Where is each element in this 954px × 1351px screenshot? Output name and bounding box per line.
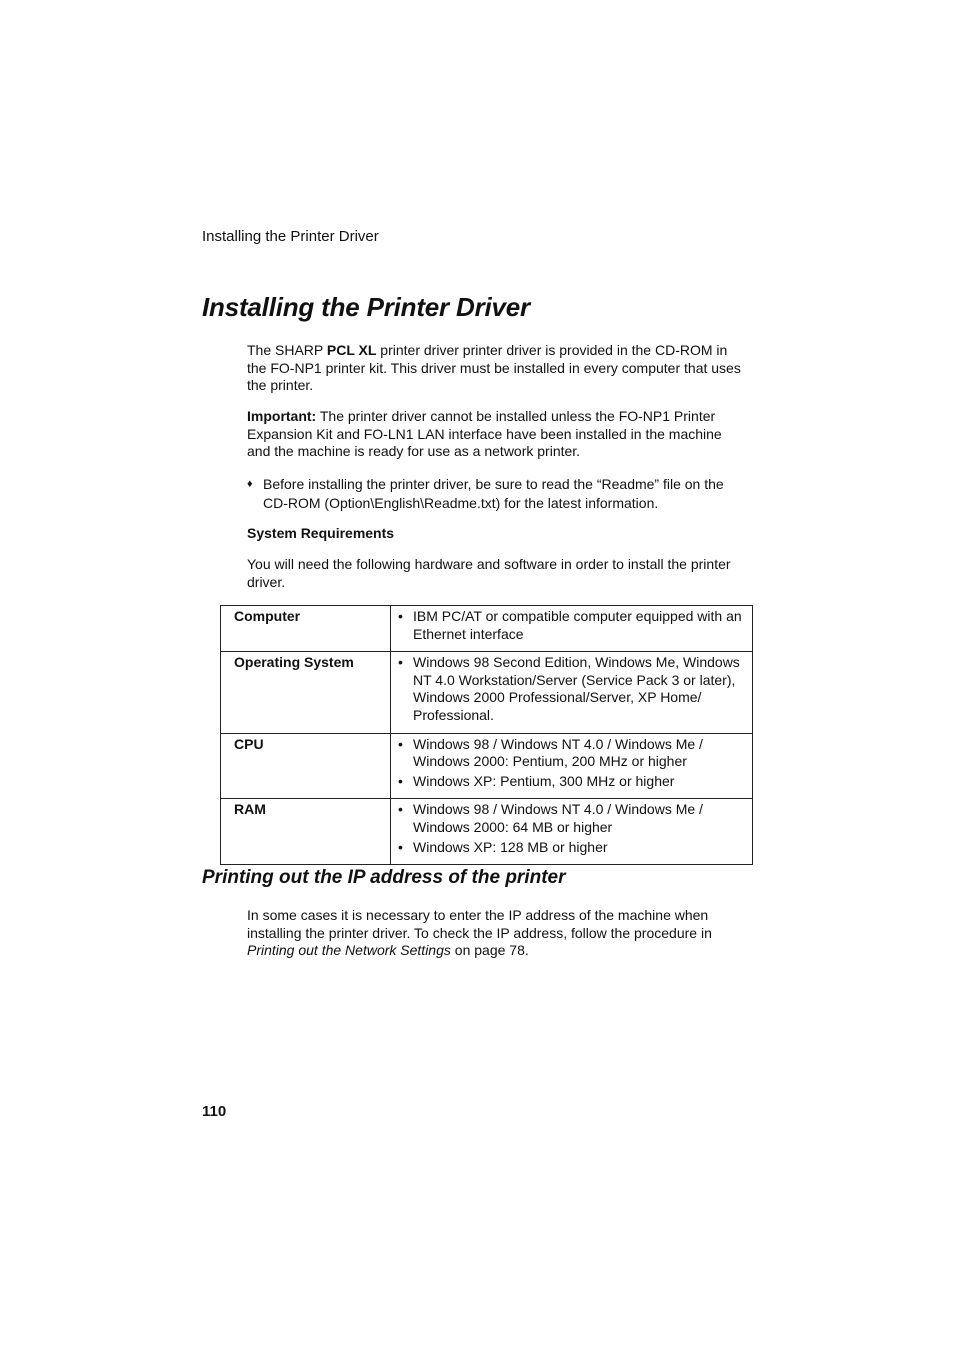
system-requirements-heading: System Requirements: [247, 525, 395, 541]
requirement-item-text: IBM PC/AT or compatible computer equipped with an Ethernet interface: [413, 608, 742, 642]
list-item: [398, 608, 750, 643]
requirement-item-text: Windows 98 Second Edition, Windows Me, Windows NT 4.0 Workstation/Server (Service Pack 3 or later), Windows 2000 Professional/Server, XP Home/ Professional.: [413, 654, 740, 723]
list-item: [398, 654, 750, 724]
requirement-item-text: Windows 98 / Windows NT 4.0 / Windows Me / Windows 2000: 64 MB or higher: [413, 801, 703, 835]
requirement-value: [391, 799, 753, 865]
requirement-item-text: Windows XP: Pentium, 300 MHz or higher: [413, 772, 675, 789]
requirement-item-text: Windows XP: 128 MB or higher: [413, 838, 608, 855]
bullet-icon: •: [398, 735, 403, 752]
requirement-label: Computer: [221, 606, 391, 652]
list-item: [398, 839, 750, 857]
ip-section-paragraph: [247, 907, 747, 960]
cross-reference: Printing out the Network Settings: [247, 942, 451, 959]
ip-section-heading: Printing out the IP address of the printer: [202, 867, 566, 888]
list-item: [398, 736, 750, 771]
bullet-icon: •: [398, 654, 403, 671]
bullet-icon: •: [398, 838, 403, 855]
diamond-bullet-icon: ♦: [247, 478, 253, 490]
requirement-label: Operating System: [221, 652, 391, 733]
table-row: [221, 733, 753, 799]
page-number: 110: [202, 1103, 227, 1120]
requirements-table: [220, 605, 753, 865]
requirement-label: CPU: [221, 733, 391, 799]
list-item: [398, 773, 750, 791]
ip-section-suffix: on page 78.: [450, 942, 529, 959]
ip-section-text: In some cases it is necessary to enter the IP address of the machine when installing the printer driver. To check the IP address, follow the procedure in: [247, 907, 712, 941]
bullet-icon: •: [398, 772, 403, 789]
intro-suffix: printer driver printer driver is provided in the CD-ROM in the FO-NP1 printer kit. This driver must be installed in every computer that uses the printer.: [247, 342, 741, 394]
bullet-icon: •: [398, 801, 403, 818]
running-header: Installing the Printer Driver: [202, 228, 379, 245]
requirement-item-text: Windows 98 / Windows NT 4.0 / Windows Me / Windows 2000: Pentium, 200 MHz or higher: [413, 735, 703, 770]
requirement-label: RAM: [221, 799, 391, 865]
requirement-value: [391, 733, 753, 799]
intro-prefix: The SHARP: [247, 342, 327, 358]
table-row: [221, 652, 753, 733]
table-row: [221, 799, 753, 865]
intro-paragraph: [247, 342, 747, 395]
driver-name: PCL XL: [326, 342, 377, 358]
important-text: The printer driver cannot be installed unless the FO-NP1 Printer Expansion Kit and FO-LN1 LAN interface have been installed in the machine and the machine is ready for use as a network printer.: [247, 408, 722, 460]
requirement-value: [391, 606, 753, 652]
important-label: Important:: [247, 408, 317, 424]
readme-note-text: Before installing the printer driver, be sure to read the “Readme” file on the CD-ROM (Option\English\Readme.txt) for the latest information.: [263, 476, 724, 511]
readme-note: [247, 475, 747, 513]
requirement-value: [391, 652, 753, 733]
list-item: [398, 801, 750, 836]
table-row: [221, 606, 753, 652]
system-requirements-intro: You will need the following hardware and software in order to install the printer driver.: [247, 556, 731, 590]
bullet-icon: •: [398, 608, 403, 624]
important-paragraph: [247, 408, 747, 461]
page-title: Installing the Printer Driver: [202, 292, 530, 322]
